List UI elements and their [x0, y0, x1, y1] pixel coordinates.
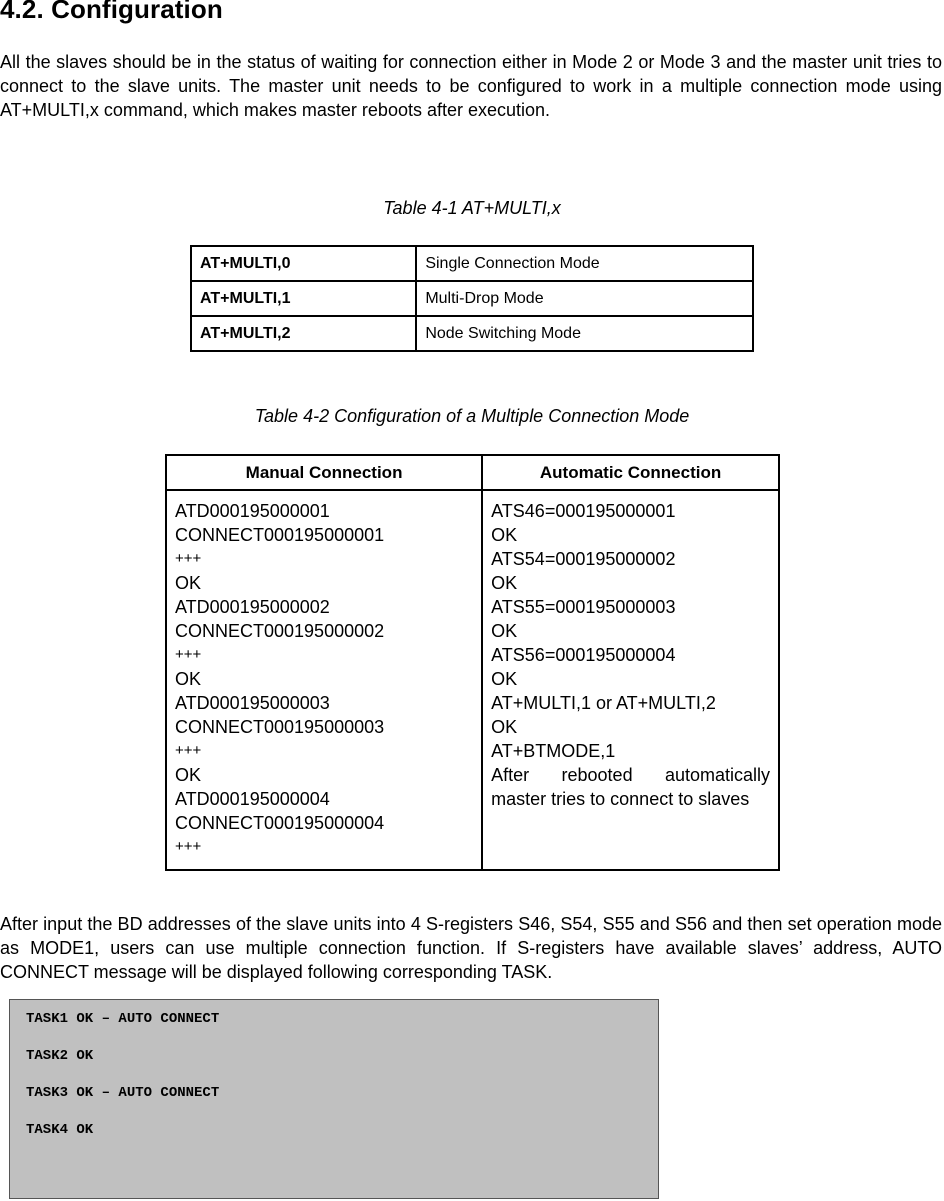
- table-header-row: [166, 455, 779, 490]
- command-line: OK: [175, 669, 202, 689]
- connection-config-table: [165, 454, 780, 871]
- command-line: CONNECT000195000003: [175, 717, 385, 737]
- console-output: [9, 999, 659, 1199]
- description-cell: Multi-Drop Mode: [416, 281, 753, 316]
- command-line: OK: [175, 573, 202, 593]
- command-line: ATS56=000195000004: [491, 645, 676, 665]
- section-title: 4.2. Configuration: [0, 0, 223, 24]
- manual-cell: [166, 490, 482, 870]
- after-paragraph: After input the BD addresses of the slave units into 4 S-registers S46, S54, S55 and S56 and then set operation mode as MODE1, users can use multiple connection function. If S-registers have available slaves’ address, AUTO CONNECT message will be displayed following corresponding TASK.: [0, 914, 942, 982]
- at-multi-table: [190, 245, 754, 352]
- description-cell: Single Connection Mode: [416, 246, 753, 281]
- console-line: TASK1 OK – AUTO CONNECT: [26, 1011, 220, 1027]
- header-manual: Manual Connection: [166, 455, 482, 490]
- command-line: AT+MULTI,1 or AT+MULTI,2: [491, 693, 716, 713]
- table-row: [191, 316, 753, 351]
- command-cell: AT+MULTI,1: [191, 281, 416, 316]
- command-line: CONNECT000195000002: [175, 621, 385, 641]
- command-line: OK: [491, 573, 518, 593]
- intro-paragraph: All the slaves should be in the status of waiting for connection either in Mode 2 or Mode 3 and the master unit tries to connect to the slave units. The master unit needs to be configured to work in a multiple connection mode using AT+MULTI,x command, which makes master reboots after execution.: [0, 52, 942, 120]
- console-line: TASK3 OK – AUTO CONNECT: [26, 1085, 220, 1101]
- command-line: OK: [491, 621, 518, 641]
- automatic-note: After rebooted automatically master tries to connect to slaves: [491, 765, 770, 809]
- command-line: CONNECT000195000004: [175, 813, 385, 833]
- command-line: +++: [175, 838, 202, 855]
- command-line: ATD000195000004: [175, 789, 330, 809]
- automatic-cell: [482, 490, 779, 870]
- command-line: ATD000195000003: [175, 693, 330, 713]
- command-line: CONNECT000195000001: [175, 525, 385, 545]
- automatic-command-list: [491, 499, 770, 763]
- table-row: [191, 246, 753, 281]
- command-line: OK: [491, 525, 518, 545]
- table1-caption: Table 4-1 AT+MULTI,x: [383, 198, 561, 218]
- table-row: [191, 281, 753, 316]
- command-cell: AT+MULTI,0: [191, 246, 416, 281]
- table2-caption: Table 4-2 Configuration of a Multiple Connection Mode: [254, 406, 690, 426]
- command-line: OK: [491, 669, 518, 689]
- command-line: OK: [175, 765, 202, 785]
- command-cell: AT+MULTI,2: [191, 316, 416, 351]
- command-line: ATS55=000195000003: [491, 597, 676, 617]
- header-automatic: Automatic Connection: [482, 455, 779, 490]
- description-cell: Node Switching Mode: [416, 316, 753, 351]
- command-line: +++: [175, 550, 202, 567]
- command-line: ATS46=000195000001: [491, 501, 676, 521]
- table-row: [166, 490, 779, 870]
- console-line: TASK2 OK: [26, 1048, 94, 1064]
- command-line: +++: [175, 646, 202, 663]
- command-line: +++: [175, 742, 202, 759]
- console-line: TASK4 OK: [26, 1122, 94, 1138]
- command-line: OK: [491, 717, 518, 737]
- command-line: ATD000195000002: [175, 597, 330, 617]
- command-line: ATD000195000001: [175, 501, 330, 521]
- command-line: AT+BTMODE,1: [491, 741, 616, 761]
- manual-command-list: [175, 499, 473, 859]
- command-line: ATS54=000195000002: [491, 549, 676, 569]
